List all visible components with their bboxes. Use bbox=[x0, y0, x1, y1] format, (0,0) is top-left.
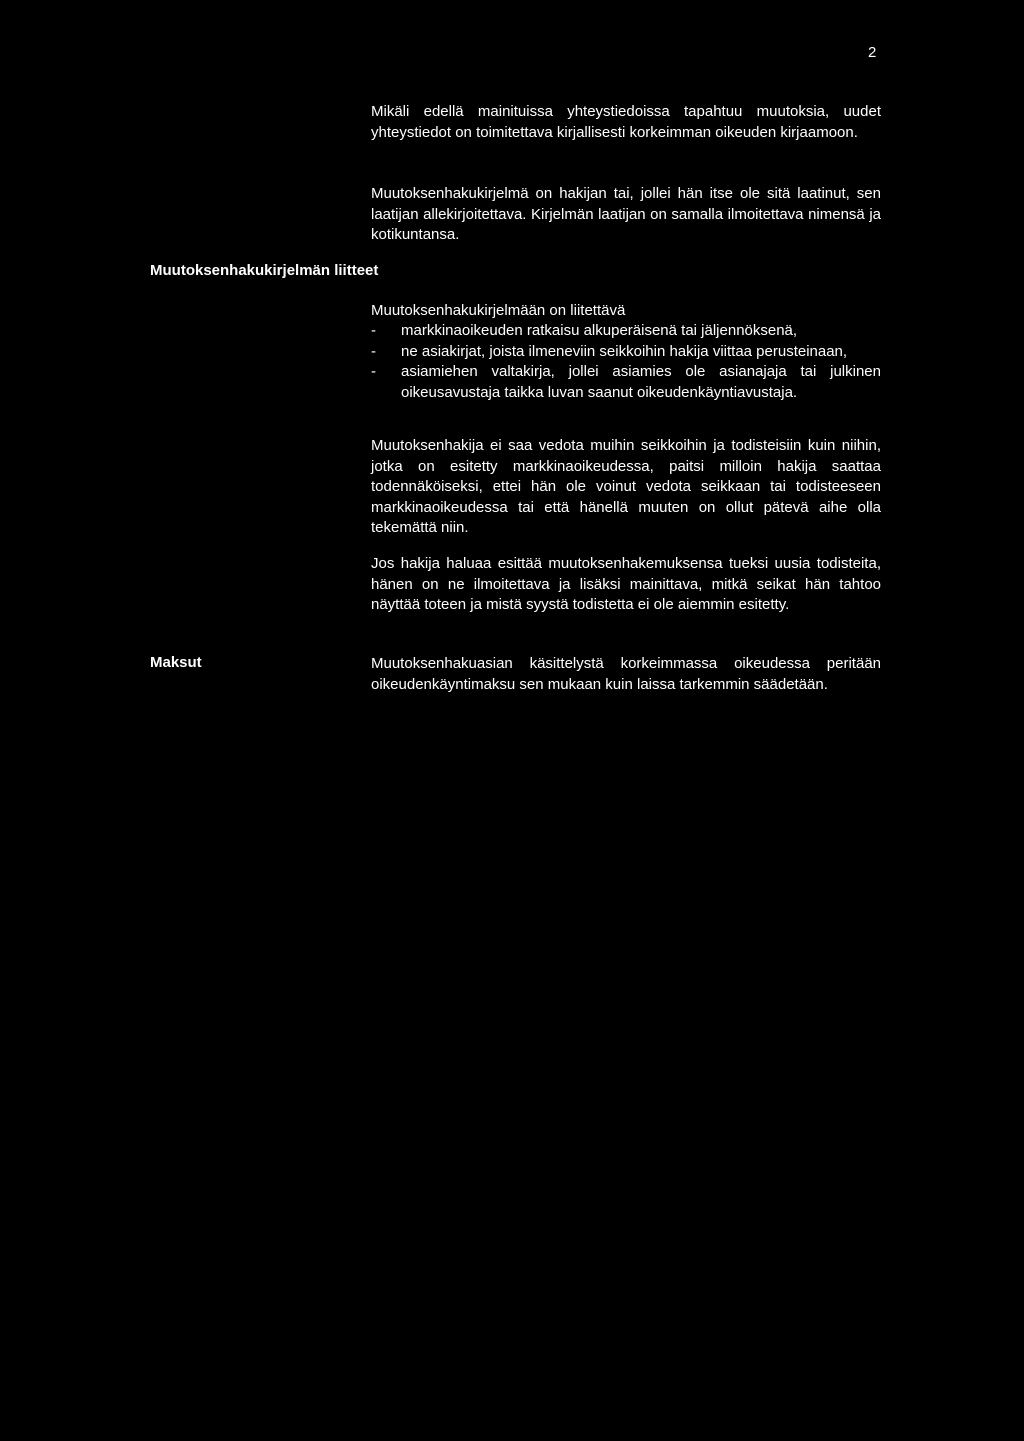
attachments-lead: Muutoksenhakukirjelmään on liitettävä bbox=[371, 302, 626, 319]
list-item bbox=[371, 362, 881, 403]
list-bullet: - bbox=[371, 322, 376, 339]
attachments-heading: Muutoksenhakukirjelmän liitteet bbox=[150, 262, 379, 279]
list-item bbox=[371, 321, 881, 342]
evidence-restriction-paragraph: Muutoksenhakija ei saa vedota muihin seikkoihin ja todisteisiin kuin niihin, jotka on esitetty markkinaoikeudessa, paitsi milloin hakija saattaa todennäköiseksi, ettei hän ole voinut vedota seikkaan tai todisteeseen markkinaoikeudessa tai että hänellä muuten on ollut pätevä aihe olla tekemättä niin. bbox=[371, 437, 881, 536]
fees-heading: Maksut bbox=[150, 654, 202, 671]
list-item-text: ne asiakirjat, joista ilmeneviin seikkoihin hakija viittaa perusteinaan, bbox=[401, 342, 848, 360]
list-item bbox=[371, 342, 881, 363]
attachments-list bbox=[371, 321, 881, 403]
list-item-text: asiamiehen valtakirja, jollei asiamies ole asianajaja tai julkinen oikeusavustaja taikka luvan saanut oikeudenkäyntiavustaja. bbox=[401, 363, 881, 401]
signature-paragraph: Muutoksenhakukirjelmä on hakijan tai, jollei hän itse ole sitä laatinut, sen laatijan allekirjoitettava. Kirjelmän laatijan on samalla ilmoitettava nimensä ja kotikuntansa. bbox=[371, 185, 881, 243]
new-evidence-paragraph: Jos hakija haluaa esittää muutoksenhakemuksensa tueksi uusia todisteita, hänen on ne ilmoitettava ja lisäksi mainittava, mitkä seikat hän tahtoo näyttää toteen ja mistä syystä todistetta ei ole aiemmin esitetty. bbox=[371, 555, 881, 613]
list-bullet: - bbox=[371, 342, 376, 360]
list-item-text: markkinaoikeuden ratkaisu alkuperäisenä tai jäljennöksenä, bbox=[401, 322, 798, 339]
contact-change-paragraph: Mikäli edellä mainituissa yhteystiedoissa tapahtuu muutoksia, uudet yhteystiedot on toimitettava kirjallisesti korkeimman oikeuden kirjaamoon. bbox=[371, 103, 881, 141]
page-number: 2 bbox=[868, 44, 877, 61]
list-bullet: - bbox=[371, 363, 376, 380]
fees-paragraph: Muutoksenhakuasian käsittelystä korkeimmassa oikeudessa peritään oikeudenkäyntimaksu sen mukaan kuin laissa tarkemmin säädetään. bbox=[371, 655, 881, 693]
